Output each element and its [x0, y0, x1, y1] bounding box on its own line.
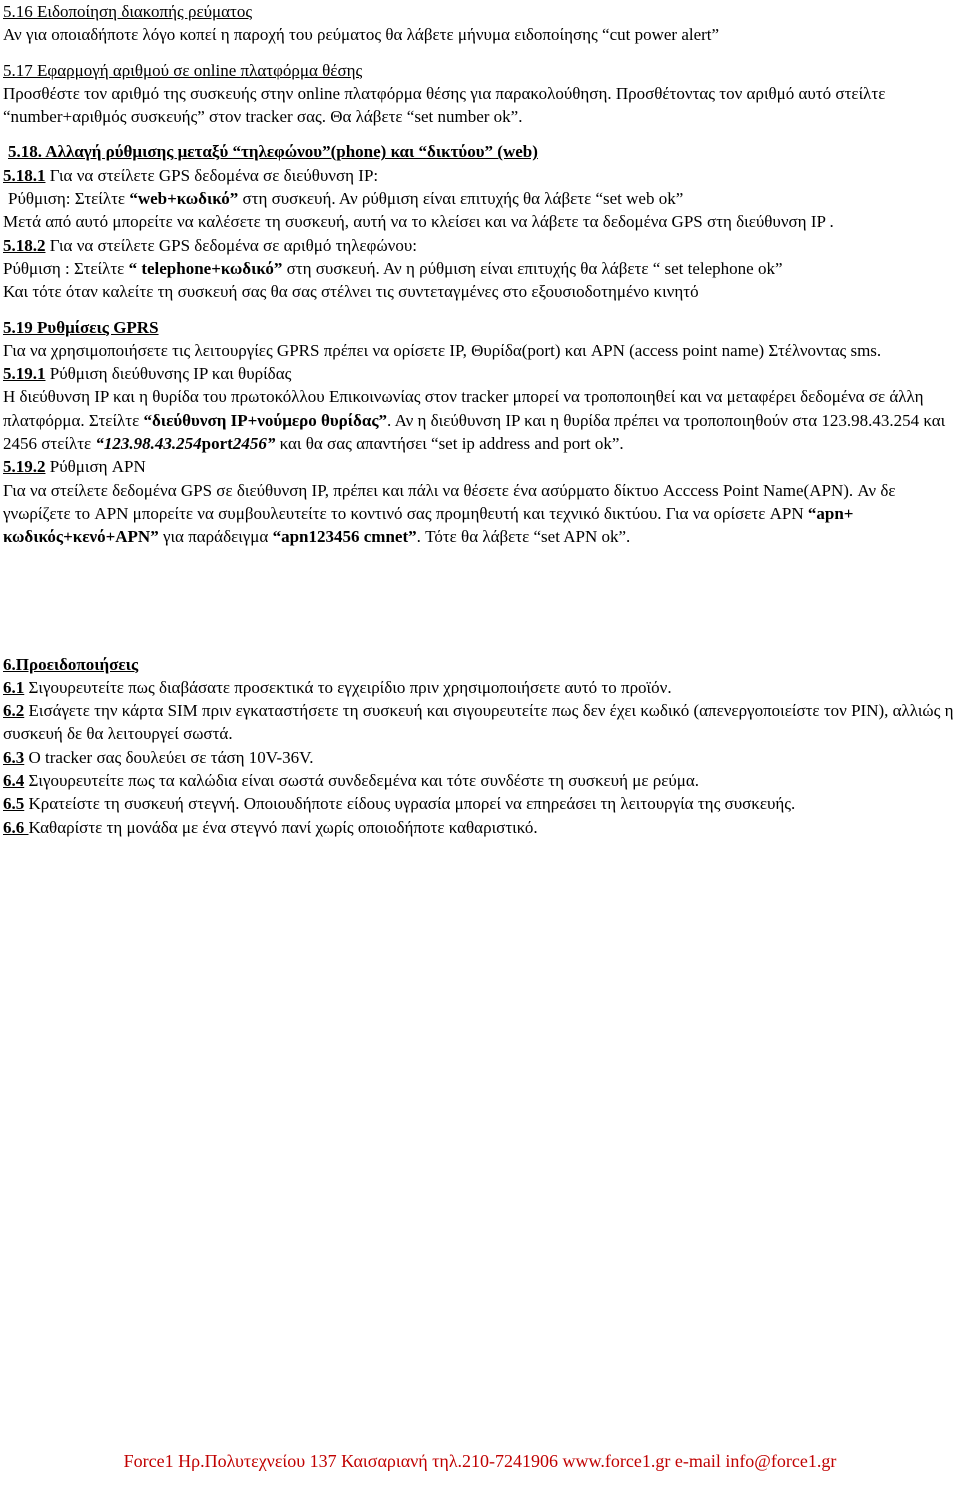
warning-text: Σιγουρευτείτε πως τα καλώδια είναι σωστά συνδεδεμένα και τότε συνδέστε τη συσκευή με ρεύμα.: [24, 771, 700, 791]
command-text: “ telephone+κωδικό”: [128, 258, 283, 278]
subsection-title: Ρύθμιση APN: [45, 457, 146, 477]
setting-result: στη συσκευή. Αν ρύθμιση είναι επιτυχής θα λάβετε “set web ok”: [238, 189, 684, 209]
warning-number: 6.2: [3, 701, 25, 721]
warning-text: Καθαρίστε τη μονάδα με ένα στεγνό πανί χωρίς οποιοδήποτε καθαριστικό.: [28, 817, 538, 837]
section-5-18-1-text: Μετά από αυτό μπορείτε να καλέσετε τη συσκευή, αυτή να το κλείσει και να λάβετε τα δεδομένα GPS στη διεύθυνση IP .: [3, 212, 834, 232]
warning-number: 6.3: [3, 747, 25, 767]
section-5-18-1-setting: [3, 187, 957, 210]
warning-number: 6.4: [3, 771, 25, 791]
section-5-17-text: Προσθέστε τον αριθμό της συσκευής στην online πλατφόρμα θέσης για παρακολούθηση. Προσθέτοντας τον αριθμό αυτό στείλτε “number+αριθμός συσκευής” στον tracker σας. Θα λάβετε “set number ok”.: [3, 83, 886, 127]
paragraph-text: και θα σας απαντήσει “set ip address and port ok”.: [275, 434, 624, 454]
section-5-18-1-heading: [3, 164, 957, 187]
section-5-18-2-heading: [3, 234, 957, 257]
warning-item: [3, 792, 957, 815]
section-number: 5.19.2: [3, 457, 46, 477]
document-page: [3, 0, 957, 839]
warning-text: Σιγουρευτείτε πως διαβάσατε προσεκτικά το εγχειρίδιο πριν χρησιμοποιήσετε αυτό το προϊόν.: [24, 677, 672, 697]
section-number: 5.19.1: [3, 364, 46, 384]
paragraph-text: . Τότε θα λάβετε “set APN ok”.: [416, 527, 631, 547]
section-5-16-text: Αν για οποιαδήποτε λόγο κοπεί η παροχή του ρεύματος θα λάβετε μήνυμα ειδοποίησης “cut power alert”: [3, 25, 720, 45]
section-5-19-title: 5.19 Ρυθμίσεις GPRS: [3, 317, 159, 337]
command-text: “διεύθυνση IP+νούμερο θυρίδας”: [143, 410, 388, 430]
section-5-18-2-text: Και τότε όταν καλείτε τη συσκευή σας θα σας στέλνει τις συντεταγμένες στο εξουσιοδοτημένο κινητό: [3, 282, 699, 302]
section-5-19-intro: Για να χρησιμοποιήσετε τις λειτουργίες GPRS πρέπει να ορίσετε IP, Θυρίδα(port) και APN (access point name) Στέλνοντας sms.: [3, 340, 882, 360]
example-command: port: [201, 434, 233, 454]
section-5-18-title: 5.18. Αλλαγή ρύθμισης μεταξύ “τηλεφώνου”(phone) και “δικτύου” (web): [8, 142, 538, 162]
section-number: 5.18.1: [3, 165, 46, 185]
warning-text: Ο tracker σας δουλεύει σε τάση 10V-36V.: [24, 747, 314, 767]
command-text: “web+κωδικό”: [129, 189, 239, 209]
section-5-19-1-text: [3, 385, 957, 455]
paragraph-text: . Αν η διεύθυνση IP και η θυρίδα πρέπει να τροποποιηθούν στα 123.98.43.254 και 2456 στείλτε: [3, 410, 946, 454]
paragraph-text: Η διεύθυνση IP και η θυρίδα του πρωτοκόλλου Επικοινωνίας στον tracker μπορεί να τροποποιηθεί και να μεταφέρει δεδομένα σε άλλη πλατφόρμα. Στείλτε: [3, 387, 924, 430]
warning-text: Εισάγετε την κάρτα SIM πριν εγκαταστήσετε τη συσκευή και σιγουρευτείτε πως δεν έχει κωδικό (απενεργοποιείστε τον PIN), αλλιώς η συσκευή δε θα λειτουργεί σωστά.: [3, 701, 954, 744]
subsection-title: Για να στείλετε GPS δεδομένα σε αριθμό τηλεφώνου:: [45, 235, 418, 255]
example-command: 2456”: [232, 434, 276, 454]
warning-number: 6.1: [3, 677, 25, 697]
section-5-17-title: 5.17 Εφαρμογή αριθμού σε online πλατφόρμα θέσης: [3, 60, 363, 80]
setting-label: Ρύθμιση: Στείλτε: [8, 189, 130, 209]
section-5-19-1-heading: [3, 362, 957, 385]
subsection-title: Ρύθμιση διεύθυνσης IP και θυρίδας: [45, 364, 292, 384]
paragraph-text: για παράδειγμα: [158, 527, 273, 547]
section-6-title: 6.Προειδοποιήσεις: [3, 654, 139, 674]
warning-text: Κρατείστε τη συσκευή στεγνή. Οποιουδήποτε είδους υγρασία μπορεί να επηρεάσει τη λειτουργία της συσκευής.: [24, 794, 796, 814]
section-5-19-2-text: [3, 479, 957, 549]
section-5-18-2-setting: [3, 257, 957, 280]
setting-result: στη συσκευή. Αν η ρύθμιση είναι επιτυχής θα λάβετε “ set telephone ok”: [282, 258, 783, 278]
warning-item: [3, 699, 957, 746]
section-number: 5.18.2: [3, 235, 46, 255]
warning-number: 6.5: [3, 794, 25, 814]
setting-label: Ρύθμιση : Στείλτε: [3, 258, 129, 278]
section-5-16-title: 5.16 Ειδοποίηση διακοπής ρεύματος: [3, 2, 253, 21]
paragraph-text: Για να στείλετε δεδομένα GPS σε διεύθυνση IP, πρέπει και πάλι να θέσετε ένα ασύρματο δίκτυο Acccess Point Name(APN). Αν δε γνωρίζετε το APN μπορείτε να συμβουλευτείτε το κοντινό σας προμηθευτή και τεχνικό δικτύου. Για να ορίσετε APN: [3, 480, 896, 523]
command-text: “apn+ κωδικός+κενό+APN”: [3, 503, 854, 547]
section-5-19-2-heading: [3, 455, 957, 478]
example-command: “apn123456 cmnet”: [272, 527, 417, 547]
warning-number: 6.6: [3, 817, 29, 837]
subsection-title: Για να στείλετε GPS δεδομένα σε διεύθυνση IP:: [45, 165, 379, 185]
warning-item: [3, 676, 957, 699]
warning-item: [3, 746, 957, 769]
page-footer: Force1 Ηρ.Πολυτεχνείου 137 Καισαριανή τηλ.210-7241906 www.force1.gr e-mail info@force1.gr: [123, 1451, 837, 1471]
example-command: “123.98.43.254: [95, 434, 202, 454]
warning-item: [3, 769, 957, 792]
warning-item: [3, 816, 957, 839]
